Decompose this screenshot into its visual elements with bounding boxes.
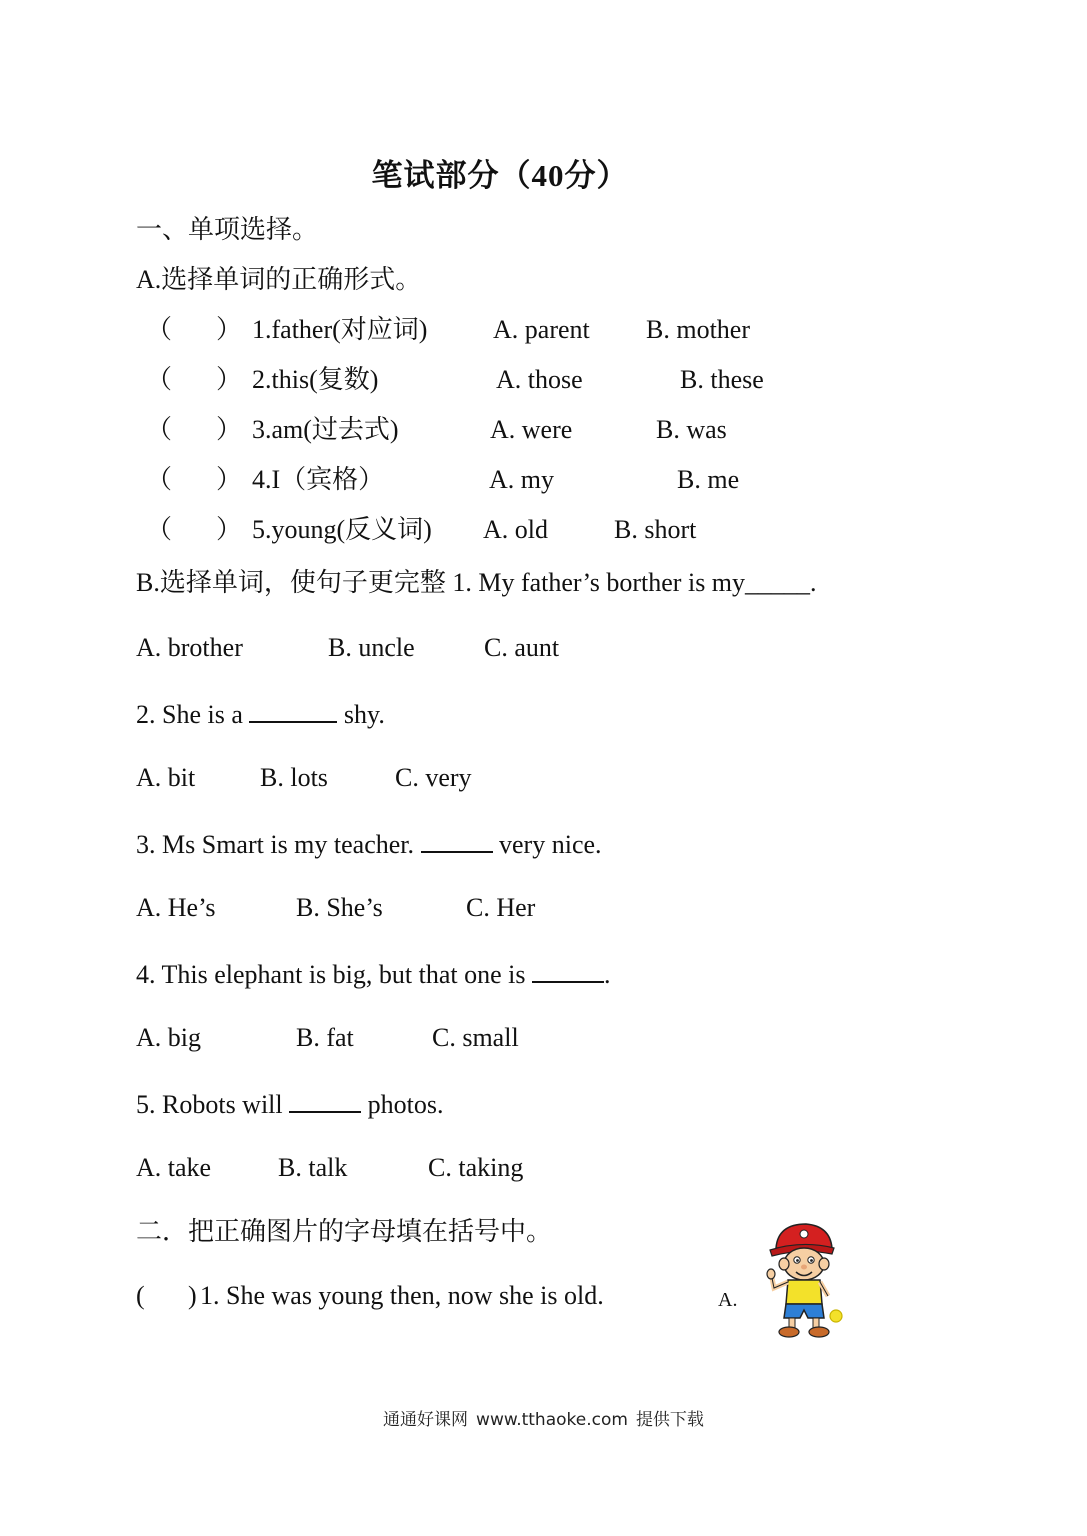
cartoon-boy-thumbs-up-icon <box>762 1218 848 1340</box>
question-text: . <box>603 960 611 989</box>
picture-option-a-label: A. <box>718 1289 738 1311</box>
option-b: B. was <box>656 415 727 444</box>
answer-blank <box>249 697 337 723</box>
answer-paren-close: ） <box>216 315 243 344</box>
option-a: A. big <box>136 1023 201 1052</box>
answer-blank <box>289 1087 361 1113</box>
answer-paren-open: （ <box>146 365 173 394</box>
question-stem: 1.father(对应词) <box>252 315 428 344</box>
option-c: C. Her <box>466 893 536 922</box>
answer-paren-close: ） <box>216 365 243 394</box>
page-footer <box>0 1408 1087 1432</box>
option-b: B. She’s <box>296 893 383 922</box>
option-a: A. He’s <box>136 893 216 922</box>
option-c: C. taking <box>428 1153 524 1182</box>
question-stem: 4.I（宾格） <box>252 465 385 494</box>
answer-paren-close: ） <box>216 515 243 544</box>
question-text: 4. This elephant is big, but that one is <box>136 960 532 989</box>
answer-blank <box>532 957 604 983</box>
option-b: B. fat <box>296 1023 354 1052</box>
answer-paren-open: （ <box>146 415 173 444</box>
footer-url[interactable]: www.tthaoke.com <box>476 1410 628 1430</box>
question-text: very nice. <box>492 830 602 859</box>
option-a: A. brother <box>136 633 243 662</box>
answer-paren-close: ） <box>216 415 243 444</box>
part-b-q4 <box>136 957 610 991</box>
option-a: A. those <box>496 365 583 394</box>
footer-suffix: 提供下载 <box>635 1410 704 1430</box>
section-2-heading: 二．把正确图片的字母填在括号中。 <box>136 1217 553 1246</box>
option-a: A. my <box>489 465 554 494</box>
page-title: 笔试部分（40分） <box>371 158 629 193</box>
option-b: B. mother <box>646 315 750 344</box>
question-text: 2. She is a <box>136 700 250 729</box>
question-stem: 5.young(反义词) <box>252 515 432 544</box>
option-b: B. lots <box>260 763 328 792</box>
option-b: B. uncle <box>328 633 415 662</box>
question-text: photos. <box>361 1090 444 1119</box>
answer-paren-open: （ <box>146 465 173 494</box>
question-text: 3. Ms Smart is my teacher. <box>136 830 421 859</box>
question-text: 5. Robots will <box>136 1090 290 1119</box>
option-a: A. were <box>490 415 573 444</box>
part-b-q3 <box>136 827 602 861</box>
question-text: 1. She was young then, now she is old. <box>200 1281 604 1310</box>
answer-paren-open: （ <box>146 515 173 544</box>
option-b: B. short <box>614 515 697 544</box>
footer-site-name: 通通好课网 <box>383 1410 469 1430</box>
answer-paren-open: （ <box>146 315 173 344</box>
option-c: C. aunt <box>484 633 560 662</box>
option-b: B. talk <box>278 1153 348 1182</box>
option-c: C. small <box>432 1023 519 1052</box>
question-stem: 3.am(过去式) <box>252 415 399 444</box>
option-b: B. these <box>680 365 764 394</box>
part-b-heading: B.选择单词，使句子更完整 1. My father’s borther is my_____. <box>136 568 817 597</box>
part-b-q5 <box>136 1087 443 1121</box>
answer-paren-open: ( <box>136 1281 145 1310</box>
question-stem: 2.this(复数) <box>252 365 379 394</box>
section-1-heading: 一、单项选择。 <box>136 215 319 244</box>
answer-paren-close: ) <box>188 1281 197 1310</box>
part-b-q2 <box>136 697 385 731</box>
option-a: A. bit <box>136 763 196 792</box>
option-a: A. take <box>136 1153 212 1182</box>
option-a: A. parent <box>493 315 590 344</box>
question-text: shy. <box>337 700 385 729</box>
option-a: A. old <box>483 515 548 544</box>
answer-blank <box>421 827 493 853</box>
answer-paren-close: ） <box>216 465 243 494</box>
option-c: C. very <box>395 763 472 792</box>
part-a-heading: A.选择单词的正确形式。 <box>136 265 422 294</box>
option-b: B. me <box>677 465 740 494</box>
